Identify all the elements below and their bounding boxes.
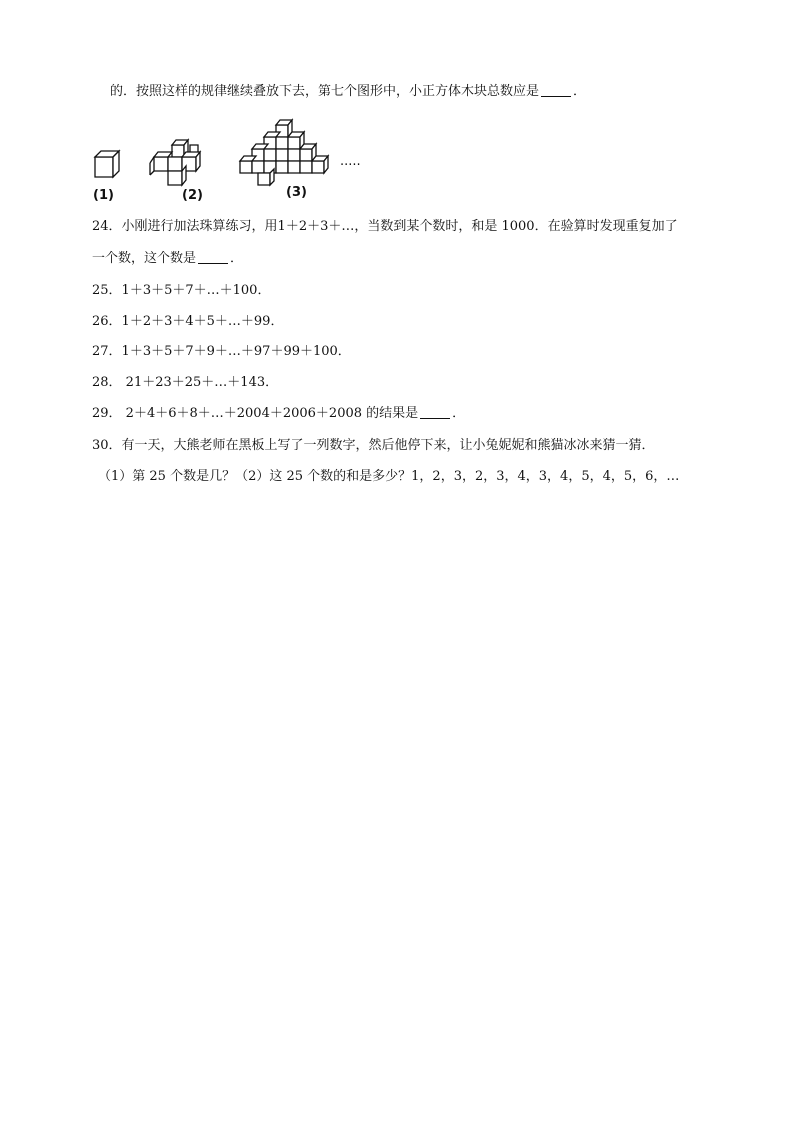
cube-figure-3 (238, 117, 338, 195)
question-24-line-2 (92, 249, 243, 269)
continuation-dots: ..... (340, 154, 361, 169)
answer-blank (198, 249, 228, 264)
question-30-line-1: 30．有一天，大熊老师在黑板上写了一列数字，然后他停下来，让小兔妮妮和熊猫冰冰来猜一猜． (92, 438, 655, 453)
q29-end: ． (452, 406, 466, 421)
answer-blank (541, 82, 571, 97)
figure-label-2: (2) (182, 188, 203, 203)
q29-text: 29． 2＋4＋6＋8＋…＋2004＋2006＋2008 的结果是 (92, 406, 419, 421)
q24-end: ． (230, 251, 244, 266)
intro-text: 的．按照这样的规律继续叠放下去，第七个图形中，小正方体木块总数应是 (110, 84, 540, 99)
cube-figure-2 (146, 133, 212, 189)
answer-blank (420, 404, 450, 419)
cube-figure-1 (92, 148, 122, 182)
figure-label-1: (1) (93, 188, 114, 203)
question-29 (92, 404, 465, 424)
question-28: 28． 21＋23＋25＋…＋143． (92, 375, 279, 390)
question-24-line-1: 24．小刚进行加法珠算练习，用1＋2＋3＋…，当数到某个数时，和是 1000．在验算时发现重复加了 (92, 219, 678, 234)
question-26: 26．1＋2＋3＋4＋5＋…＋99． (92, 314, 284, 329)
cube-front-face (95, 157, 113, 177)
question-30-line-2: （1）第 25 个数是几？（2）这 25 个数的和是多少？1，2，3，2，3，4，3，4，5，4，5，6，… (98, 469, 680, 484)
intro-question-text (110, 82, 586, 102)
question-25: 25．1＋3＋5＋7＋…＋100． (92, 283, 271, 298)
intro-end: ． (573, 84, 587, 99)
question-27: 27．1＋3＋5＋7＋9＋…＋97＋99＋100． (92, 344, 351, 359)
figure-label-3: (3) (286, 185, 307, 200)
q24-text: 一个数，这个数是 (92, 251, 197, 266)
